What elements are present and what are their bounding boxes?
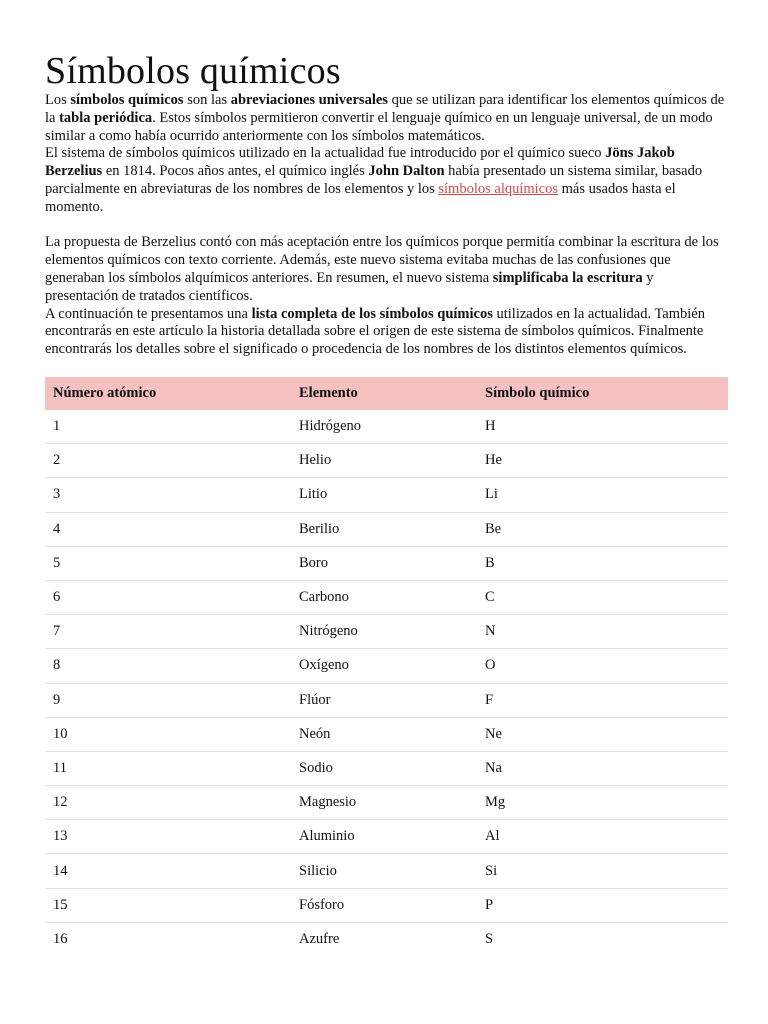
intro-paragraph-2: [45, 145, 728, 216]
intro-paragraph-1: [45, 92, 728, 145]
header-chemical-symbol: Símbolo químico: [485, 385, 590, 401]
cell-atomic-number: 8: [45, 649, 291, 683]
cell-atomic-number: 5: [45, 546, 291, 580]
cell-symbol: C: [477, 580, 728, 614]
text: . Estos símbolos permitieron convertir el lenguaje químico en un lenguaje universal, de un modo similar a como había ocurrido anteriormente con los símbolos matemáticos.: [45, 109, 713, 144]
cell-atomic-number: 1: [45, 410, 291, 444]
cell-atomic-number: 11: [45, 751, 291, 785]
cell-element: Magnesio: [291, 786, 477, 820]
cell-symbol: F: [477, 683, 728, 717]
cell-element: Litio: [291, 478, 477, 512]
cell-element: Flúor: [291, 683, 477, 717]
cell-symbol: B: [477, 546, 728, 580]
cell-atomic-number: 2: [45, 444, 291, 478]
cell-symbol: N: [477, 615, 728, 649]
text: más usados hasta el momento.: [45, 180, 676, 215]
symbols-table: [45, 377, 728, 956]
bold-text: tabla periódica: [59, 109, 153, 126]
header-atomic-number: Número atómico: [53, 385, 157, 401]
cell-symbol: O: [477, 649, 728, 683]
cell-atomic-number: 14: [45, 854, 291, 888]
cell-element: Berilio: [291, 512, 477, 546]
cell-element: Helio: [291, 444, 477, 478]
intro-paragraph-3: [45, 234, 728, 305]
intro-paragraph-4: [45, 306, 728, 359]
table-row: [45, 649, 728, 683]
cell-element: Boro: [291, 546, 477, 580]
cell-element: Aluminio: [291, 820, 477, 854]
table-body: [45, 410, 728, 956]
bold-text: John Dalton: [368, 163, 445, 180]
cell-element: Oxígeno: [291, 649, 477, 683]
cell-atomic-number: 10: [45, 717, 291, 751]
page-title: Símbolos químicos: [45, 50, 341, 92]
cell-symbol: He: [477, 444, 728, 478]
cell-element: Azufre: [299, 930, 340, 947]
text: y presentación de tratados científicos.: [45, 269, 654, 304]
cell-symbol: Si: [477, 854, 728, 888]
table-row: [45, 546, 728, 580]
text: había presentado un sistema similar, basado parcialmente en abreviaturas de los nombres de los elementos y los: [45, 163, 703, 197]
header-element: Elemento: [299, 385, 358, 401]
article: [45, 50, 728, 359]
table-row: [45, 444, 728, 478]
cell-atomic-number: 15: [45, 888, 291, 922]
cell-element: Carbono: [291, 580, 477, 614]
bold-text: abreviaciones universales: [230, 92, 388, 108]
symbols-table-container: [45, 377, 728, 956]
bold-text: símbolos químicos: [70, 92, 184, 108]
cell-atomic-number: 6: [45, 580, 291, 614]
cell-atomic-number: 9: [45, 683, 291, 717]
cell-element: Fósforo: [291, 888, 477, 922]
cell-symbol: P: [477, 888, 728, 922]
cell-symbol: Li: [477, 478, 728, 512]
text: son las: [183, 92, 231, 108]
cell-element: Nitrógeno: [291, 615, 477, 649]
cell-symbol: S: [485, 930, 494, 947]
table-row: [45, 751, 728, 785]
table-header-row: [45, 377, 728, 410]
bold-text: lista completa de los símbolos químicos: [251, 305, 493, 322]
table-row: [45, 888, 728, 922]
text: en 1814. Pocos años antes, el químico inglés: [102, 163, 369, 180]
cell-atomic-number: 7: [45, 615, 291, 649]
table-row: [45, 683, 728, 717]
text: utilizados en la actualidad. También encontrarás en este artículo la historia detallada sobre el origen de este sistema de símbolos químicos. Finalmente encontrarás los detalles sobre el significado o procedencia de los nombres de los distintos elementos químicos.: [45, 305, 705, 358]
text: Los: [45, 92, 71, 108]
text: La propuesta de Berzelius contó con más aceptación entre los químicos porque permitía combinar la escritura de los elementos químicos con texto corriente. Además, este nuevo sistema evitaba muchas de las confusiones que generaban los símbolos alquímicos anteriores. En resumen, el nuevo sistema: [45, 234, 719, 286]
table-row: [45, 410, 728, 444]
cell-symbol: H: [477, 410, 728, 444]
table-row: [45, 478, 728, 512]
cell-atomic-number: 12: [45, 786, 291, 820]
table-row: [45, 615, 728, 649]
cell-symbol: Mg: [477, 786, 728, 820]
cell-symbol: Al: [477, 820, 728, 854]
cell-element: Neón: [291, 717, 477, 751]
table-row: [45, 786, 728, 820]
bold-text: Jöns Jakob Berzelius: [45, 145, 675, 180]
cell-atomic-number: 3: [45, 478, 291, 512]
cell-symbol: Ne: [477, 717, 728, 751]
cell-element: Hidrógeno: [291, 410, 477, 444]
text: El sistema de símbolos químicos utilizado en la actualidad fue introducido por el químico sueco: [45, 145, 606, 162]
table-row: [45, 854, 728, 888]
cell-atomic-number: 4: [45, 512, 291, 546]
table-row: [45, 922, 728, 956]
text: A continuación te presentamos una: [45, 305, 252, 322]
table-row: [45, 512, 728, 546]
bold-text: simplificaba la escritura: [492, 269, 643, 286]
cell-symbol: Na: [477, 751, 728, 785]
table-row: [45, 820, 728, 854]
cell-element: Silicio: [291, 854, 477, 888]
alchemical-symbols-link[interactable]: símbolos alquímicos: [438, 180, 559, 197]
table-row: [45, 580, 728, 614]
cell-atomic-number: 16: [53, 930, 68, 947]
cell-atomic-number: 13: [45, 820, 291, 854]
text: que se utilizan para identificar los elementos químicos de la: [45, 92, 725, 126]
cell-element: Sodio: [291, 751, 477, 785]
table-row: [45, 717, 728, 751]
cell-symbol: Be: [477, 512, 728, 546]
